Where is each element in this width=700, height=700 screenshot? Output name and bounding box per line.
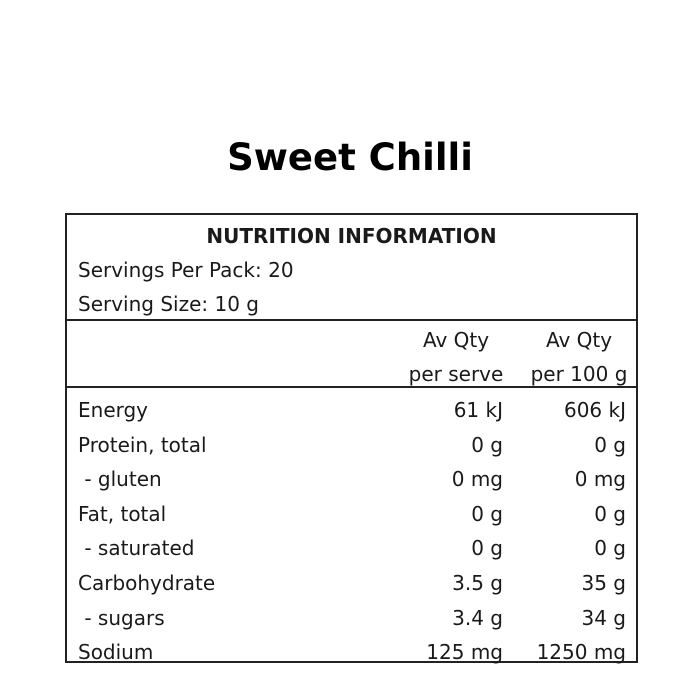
nutrient-row bbox=[67, 635, 636, 670]
nutrient-row bbox=[67, 601, 636, 636]
nutrient-name: Sodium bbox=[78, 640, 154, 665]
nutrient-per-serve: 0 g bbox=[471, 536, 503, 561]
nutrient-name: Carbohydrate bbox=[78, 570, 216, 595]
nutrient-per-100g: 0 g bbox=[594, 432, 626, 457]
column-header-per-serve bbox=[397, 325, 515, 389]
nutrient-per-serve: 3.5 g bbox=[452, 570, 503, 595]
column-header-per-100g-line2: per 100 g bbox=[530, 362, 628, 386]
nutrient-per-serve: 3.4 g bbox=[452, 605, 503, 630]
nutrient-row bbox=[67, 531, 636, 566]
serving-size: Serving Size: 10 g bbox=[78, 292, 259, 316]
nutrient-per-serve: 0 g bbox=[471, 501, 503, 526]
nutrient-row bbox=[67, 428, 636, 463]
nutrient-name: - sugars bbox=[78, 605, 165, 630]
servings-per-pack: Servings Per Pack: 20 bbox=[78, 258, 294, 282]
divider-header bbox=[67, 386, 636, 388]
nutrient-per-100g: 34 g bbox=[581, 605, 626, 630]
nutrient-per-100g: 0 mg bbox=[574, 467, 626, 492]
nutrient-per-serve: 0 g bbox=[471, 432, 503, 457]
nutrient-name: Fat, total bbox=[78, 501, 167, 526]
nutrient-per-100g: 1250 mg bbox=[536, 640, 626, 665]
nutrient-name: Protein, total bbox=[78, 432, 207, 457]
nutrient-per-100g: 0 g bbox=[594, 501, 626, 526]
nutrient-row bbox=[67, 462, 636, 497]
nutrient-per-100g: 35 g bbox=[581, 570, 626, 595]
nutrient-name: - gluten bbox=[78, 467, 162, 492]
nutrient-row bbox=[67, 566, 636, 601]
nutrient-per-serve: 125 mg bbox=[426, 640, 503, 665]
column-header-per-serve-line2: per serve bbox=[408, 362, 504, 386]
nutrient-rows bbox=[67, 393, 636, 670]
nutrition-panel bbox=[65, 213, 638, 663]
column-header-per-100g bbox=[523, 325, 635, 389]
nutrient-per-100g: 0 g bbox=[594, 536, 626, 561]
product-title: Sweet Chilli bbox=[227, 136, 473, 179]
nutrient-per-serve: 61 kJ bbox=[453, 398, 503, 422]
nutrition-heading: NUTRITION INFORMATION bbox=[206, 224, 497, 248]
divider-top bbox=[67, 319, 636, 321]
column-header-per-100g-line1: Av Qty bbox=[545, 328, 613, 352]
column-header-per-serve-line1: Av Qty bbox=[422, 328, 490, 352]
nutrient-name: Energy bbox=[78, 398, 149, 422]
nutrient-name: - saturated bbox=[78, 536, 195, 561]
nutrient-per-serve: 0 mg bbox=[451, 467, 503, 492]
nutrient-row bbox=[67, 497, 636, 532]
nutrient-row bbox=[67, 393, 636, 428]
nutrient-per-100g: 606 kJ bbox=[563, 398, 626, 422]
